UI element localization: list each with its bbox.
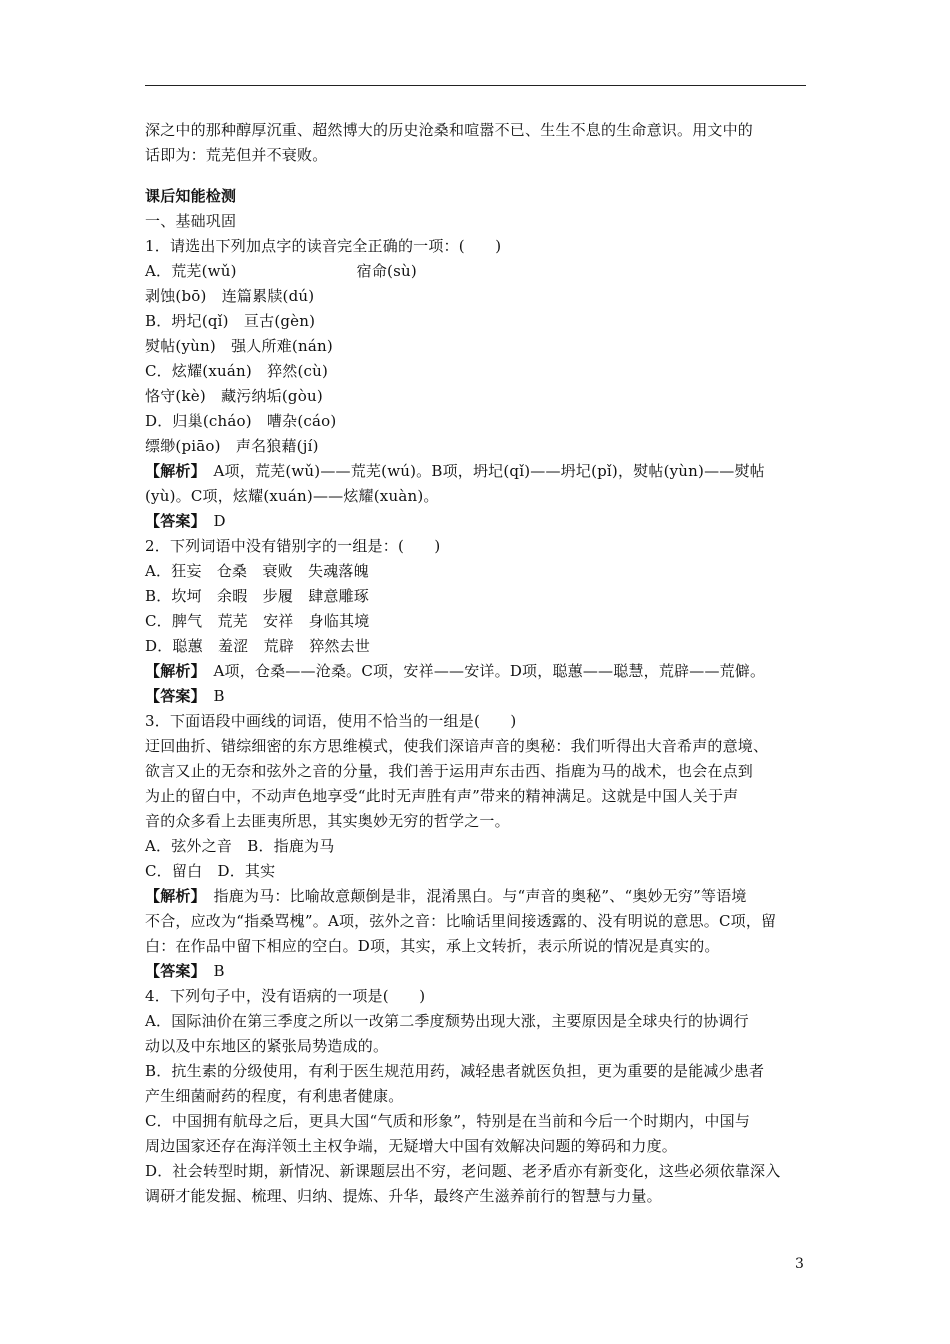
option-d: D．聪蕙 羞涩 荒辟 猝然去世	[145, 637, 371, 655]
passage-line: 欲言又止的无奈和弦外之音的分量，我们善于运用声东击西、指鹿为马的战术，也会在点到	[145, 762, 754, 780]
passage-line: 为止的留白中，不动声色地享受“此时无声胜有声”带来的精神满足。这就是中国人关于声	[145, 787, 739, 805]
option-d-cont: 缥缈(piāo) 声名狼藉(jí)	[145, 437, 319, 455]
answer	[145, 509, 806, 534]
option-d: D．归巢(cháo) 嘈杂(cáo)	[145, 412, 337, 430]
answer-tag: 【答案】	[145, 962, 199, 980]
page-number: 3	[795, 1256, 804, 1272]
page-content	[145, 118, 806, 1209]
answer-tag: 【答案】	[145, 687, 199, 705]
section-title: 课后知能检测	[145, 187, 237, 205]
question-stem: 4．下列句子中，没有语病的一项是( )	[145, 987, 426, 1005]
analysis-text: A项，荒芜(wǔ)——荒芜(wú)。B项，坍圮(qǐ)——坍圮(pǐ)，熨帖(yùn)——熨帖	[198, 462, 765, 480]
analysis-cont: 白：在作品中留下相应的空白。D项，其实，承上文转折，表示所说的情况是真实的。	[145, 937, 720, 955]
analysis-cont: 不合，应改为“指桑骂槐”。A项，弦外之音：比喻话里间接透露的、没有明说的意思。C项，留	[145, 912, 777, 930]
option-a-cont: 剥蚀(bō) 连篇累牍(dú)	[145, 287, 315, 305]
analysis	[145, 884, 806, 909]
question-stem: 2．下列词语中没有错别字的一组是：( )	[145, 537, 441, 555]
analysis-tag: 【解析】	[145, 887, 199, 905]
option-a-cont: 动以及中东地区的紧张局势造成的。	[145, 1037, 389, 1055]
option-b: B．抗生素的分级使用，有利于医生规范用药，减轻患者就医负担，更为重要的是能减少患者	[145, 1062, 765, 1080]
option-d-cont: 调研才能发掘、梳理、归纳、提炼、升华，最终产生滋养前行的智慧与力量。	[145, 1187, 662, 1205]
option-b: B．坍圮(qǐ) 亘古(gèn)	[145, 312, 316, 330]
passage-line: 音的众多看上去匪夷所思，其实奥妙无穷的哲学之一。	[145, 812, 510, 830]
option-c: C．中国拥有航母之后，更具大国“气质和形象”，特别是在当前和今后一个时期内，中国与	[145, 1112, 751, 1130]
header-rule	[145, 85, 806, 86]
options-ab: A．弦外之音 B．指鹿为马	[145, 837, 335, 855]
option-a-part1: A．荒芜(wǔ)	[145, 262, 237, 280]
analysis-text: 指鹿为马：比喻故意颠倒是非，混淆黑白。与“声音的奥秘”、“奥妙无穷”等语境	[198, 887, 747, 905]
intro-line: 话即为：荒芜但并不衰败。	[145, 146, 328, 164]
option-a	[145, 259, 806, 284]
option-a: A．狂妄 仓桑 衰败 失魂落魄	[145, 562, 369, 580]
options-cd: C．留白 D．其实	[145, 862, 276, 880]
answer-value: D	[198, 512, 226, 530]
analysis-text: A项，仓桑——沧桑。C项，安祥——安详。D项，聪蕙——聪慧，荒辟——荒僻。	[198, 662, 766, 680]
question-stem: 3．下面语段中画线的词语，使用不恰当的一组是( )	[145, 712, 517, 730]
analysis-tag: 【解析】	[145, 462, 199, 480]
option-a-part2: 宿命(sù)	[356, 262, 417, 280]
option-c: C．脾气 荒芜 安祥 身临其境	[145, 612, 370, 630]
answer-value: B	[198, 687, 225, 705]
option-b: B．坎坷 余暇 步履 肆意雕琢	[145, 587, 370, 605]
option-b-cont: 产生细菌耐药的程度，有利患者健康。	[145, 1087, 404, 1105]
option-a: A．国际油价在第三季度之所以一改第二季度颓势出现大涨，主要原因是全球央行的协调行	[145, 1012, 749, 1030]
analysis	[145, 459, 806, 484]
subsection-title: 一、基础巩固	[145, 212, 237, 230]
analysis	[145, 659, 806, 684]
option-c: C．炫耀(xuán) 猝然(cù)	[145, 362, 329, 380]
option-c-cont: 恪守(kè) 藏污纳垢(gòu)	[145, 387, 323, 405]
analysis-cont: (yù)。C项，炫耀(xuán)——炫耀(xuàn)。	[145, 487, 439, 505]
option-c-cont: 周边国家还存在海洋领土主权争端，无疑增大中国有效解决问题的筹码和力度。	[145, 1137, 678, 1155]
answer-tag: 【答案】	[145, 512, 199, 530]
analysis-tag: 【解析】	[145, 662, 199, 680]
question-stem: 1．请选出下列加点字的读音完全正确的一项：( )	[145, 237, 502, 255]
option-b-cont: 熨帖(yùn) 强人所难(nán)	[145, 337, 333, 355]
answer	[145, 959, 806, 984]
answer	[145, 684, 806, 709]
option-d: D．社会转型时期，新情况、新课题层出不穷，老问题、老矛盾亦有新变化，这些必须依靠深入	[145, 1162, 781, 1180]
answer-value: B	[198, 962, 225, 980]
intro-line: 深之中的那种醇厚沉重、超然博大的历史沧桑和喧嚣不已、生生不息的生命意识。用文中的	[145, 121, 754, 139]
passage-line: 迂回曲折、错综细密的东方思维模式，使我们深谙声音的奥秘：我们听得出大音希声的意境、	[145, 737, 769, 755]
